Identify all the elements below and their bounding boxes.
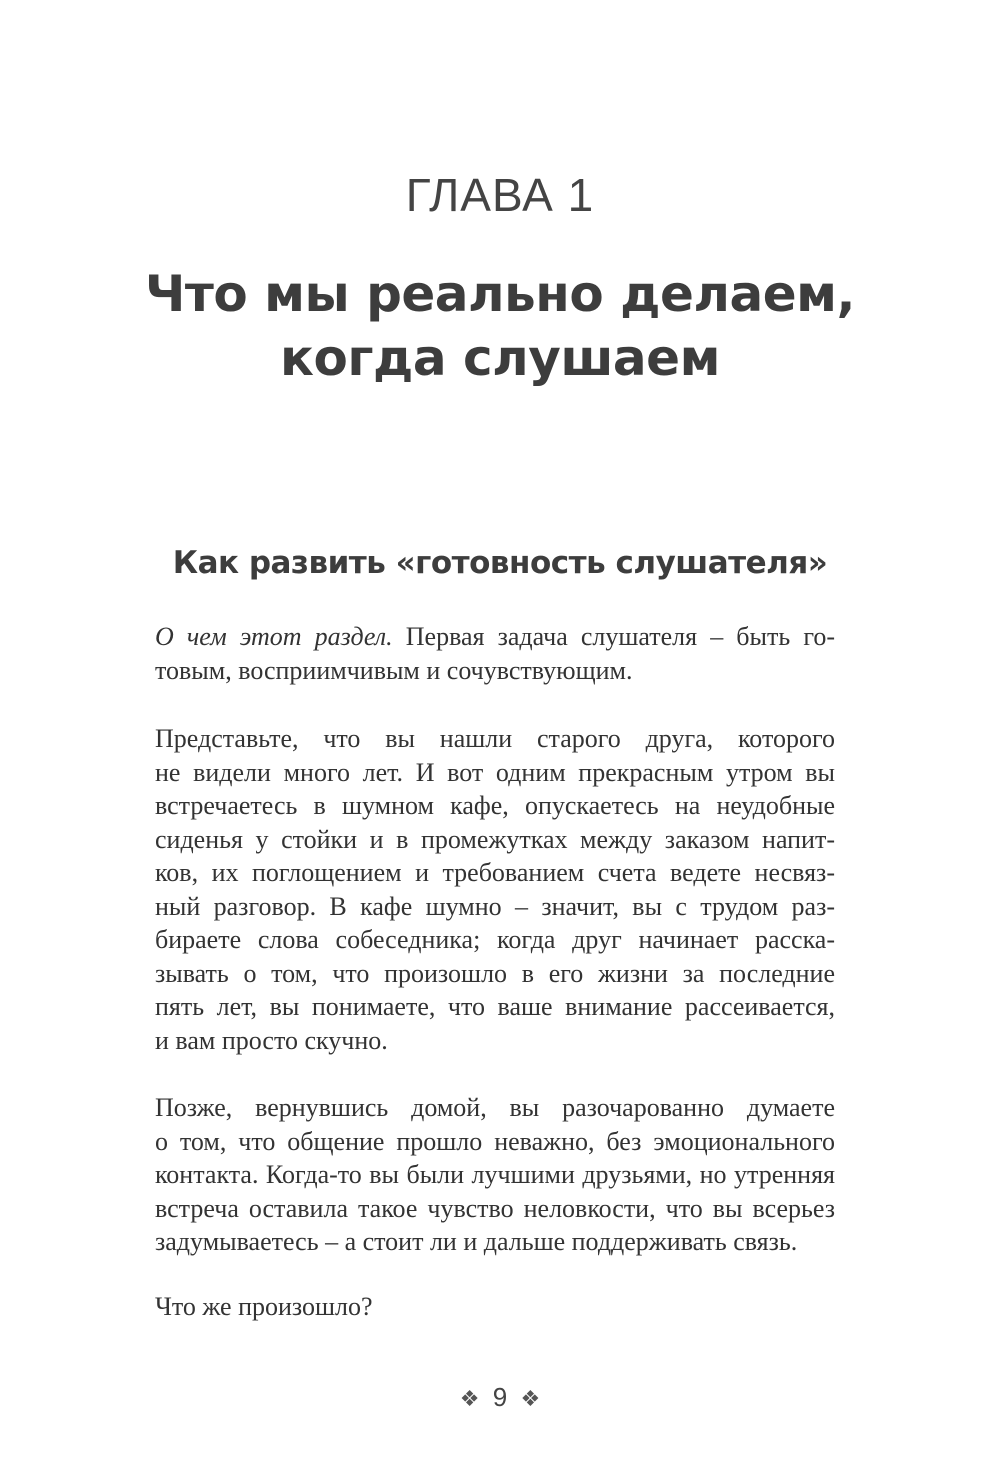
text-line: сиденья у стойки и в промежутках между заказом напит-	[155, 824, 835, 854]
intro-italic-lead: О чем этот раздел.	[155, 622, 393, 651]
text-line: не видели много лет. И вот одним прекрасным утром вы	[155, 757, 835, 787]
text-line: встречаетесь в шумном кафе, опускаетесь на неудобные	[155, 791, 835, 820]
text-span: Первая задача слушателя – быть го-	[392, 622, 836, 651]
text-line: и вам просто скучно.	[155, 1025, 388, 1055]
page-footer	[0, 1382, 1000, 1413]
text-line: бираете слова собеседника; когда друг начинает расска-	[155, 925, 835, 954]
body-paragraph	[155, 1290, 835, 1324]
chapter-title	[0, 262, 1000, 390]
text-line: товым, восприимчивым и сочувствующим.	[155, 655, 633, 685]
text-line: ков, их поглощением и требованием счета ведете несвяз-	[155, 858, 835, 887]
body-paragraph	[155, 1091, 835, 1259]
text-line: задумываетесь – а стоит ли и дальше поддерживать связь.	[155, 1227, 798, 1256]
text-line: зывать о том, что произошло в его жизни за последние	[155, 958, 835, 988]
text-line: пять лет, вы понимаете, что ваше внимание рассеивается,	[155, 992, 835, 1021]
text-line: Позже, вернувшись домой, вы разочарованно думаете	[155, 1093, 835, 1122]
section-title: Как развить «готовность слушателя»	[172, 545, 828, 581]
text-line: о том, что общение прошло неважно, без эмоционального	[155, 1126, 835, 1156]
text-line: контакта. Когда-то вы были лучшими друзьями, но утренняя	[155, 1160, 835, 1189]
chapter-title-line: когда слушаем	[280, 329, 720, 387]
intro-paragraph	[155, 620, 835, 687]
page-number: 9	[492, 1382, 508, 1412]
ornament-icon: ❖	[459, 1386, 480, 1411]
text-line	[155, 620, 835, 654]
text-line: Представьте, что вы нашли старого друга, которого	[155, 724, 835, 753]
text-line: встреча оставила такое чувство неловкости, что вы всерьез	[155, 1193, 835, 1223]
ornament-icon: ❖	[520, 1386, 541, 1411]
chapter-label: ГЛАВА 1	[405, 169, 595, 221]
text-line: Что же произошло?	[155, 1292, 373, 1321]
body-paragraph	[155, 722, 835, 1057]
text-line: ный разговор. В кафе шумно – значит, вы с трудом раз-	[155, 891, 835, 921]
chapter-title-line: Что мы реально делаем,	[144, 265, 856, 323]
